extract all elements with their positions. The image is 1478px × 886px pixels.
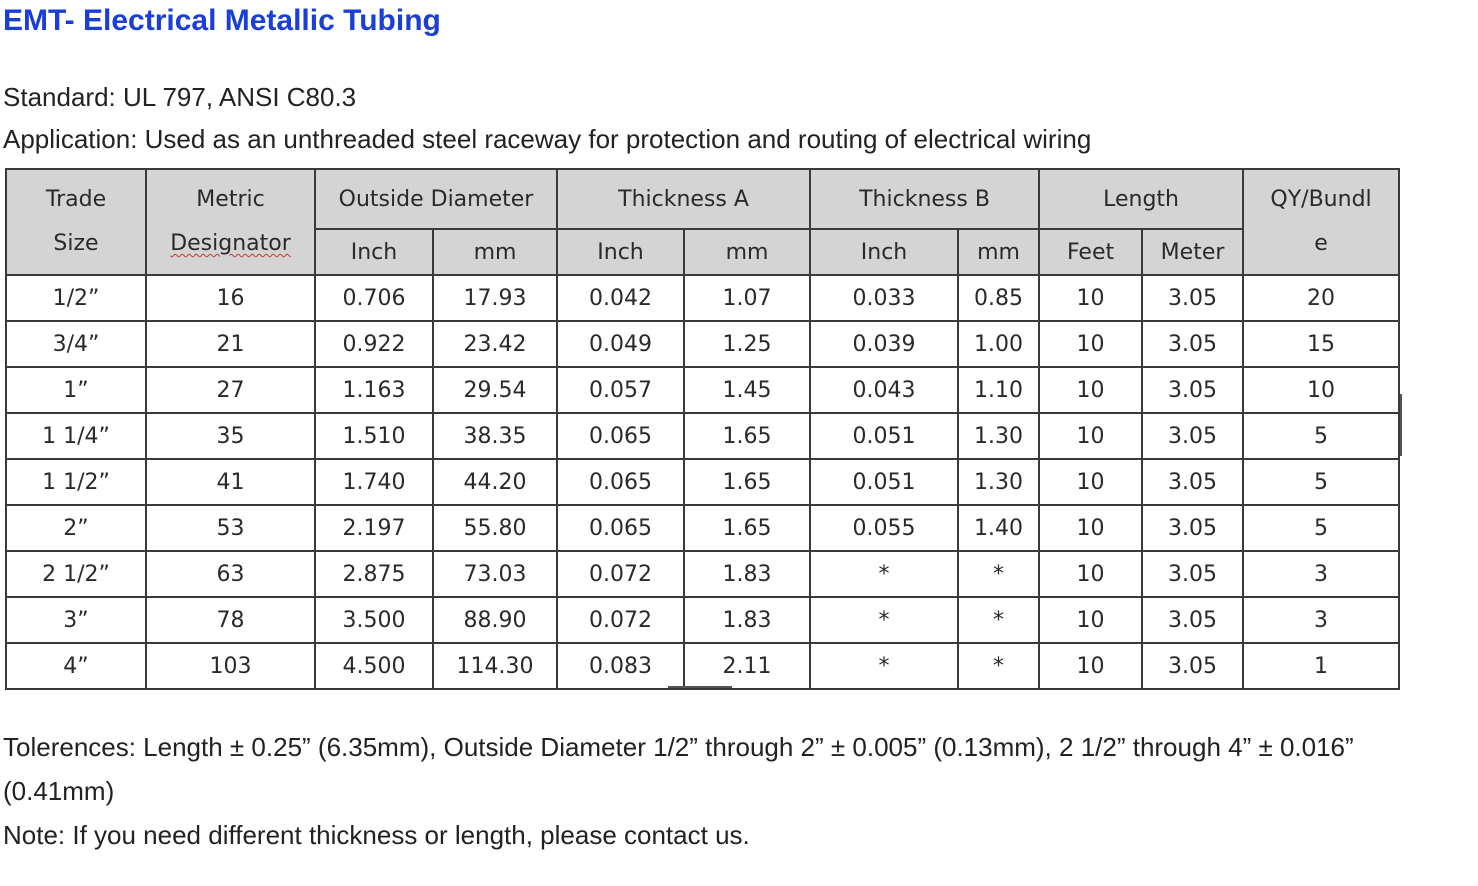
cell-feet: 10 — [1039, 551, 1142, 597]
header-trade-size-line1: Trade — [45, 187, 107, 212]
cell-od-inch: 0.922 — [315, 321, 433, 367]
spec-table-container — [5, 168, 1398, 690]
header-qty-line1: QY/Bundl — [1270, 187, 1372, 212]
cell-meter: 3.05 — [1142, 275, 1243, 321]
table-row — [6, 597, 1399, 643]
cell-trade-size: 4” — [6, 643, 146, 689]
header-qty-bundle — [1243, 169, 1399, 275]
cell-qty: 3 — [1243, 551, 1399, 597]
cell-trade-size: 2 1/2” — [6, 551, 146, 597]
cell-tb-mm: 1.10 — [958, 367, 1039, 413]
cell-od-mm: 55.80 — [433, 505, 557, 551]
cell-qty: 20 — [1243, 275, 1399, 321]
table-row — [6, 459, 1399, 505]
cell-ta-inch: 0.057 — [557, 367, 684, 413]
cell-metric: 27 — [146, 367, 315, 413]
cell-qty: 3 — [1243, 597, 1399, 643]
header-len-meter: Meter — [1142, 229, 1243, 275]
header-od-inch: Inch — [315, 229, 433, 275]
cell-meter: 3.05 — [1142, 321, 1243, 367]
cell-feet: 10 — [1039, 367, 1142, 413]
application-text: Application: Used as an unthreaded steel raceway for protection and routing of electrical wiring — [3, 124, 1092, 154]
table-row — [6, 321, 1399, 367]
cell-tb-mm: * — [958, 551, 1039, 597]
cell-ta-inch: 0.083 — [557, 643, 684, 689]
cell-tb-mm: 0.85 — [958, 275, 1039, 321]
cell-trade-size: 1/2” — [6, 275, 146, 321]
cell-qty: 10 — [1243, 367, 1399, 413]
cell-trade-size: 1” — [6, 367, 146, 413]
header-metric-designator — [146, 169, 315, 275]
cell-trade-size: 3/4” — [6, 321, 146, 367]
cell-qty: 5 — [1243, 505, 1399, 551]
cell-tb-mm: 1.40 — [958, 505, 1039, 551]
cell-tb-inch: 0.051 — [810, 413, 958, 459]
cell-ta-mm: 1.65 — [684, 459, 810, 505]
cell-ta-mm: 1.07 — [684, 275, 810, 321]
tolerances-text-line2: (0.41mm) — [3, 776, 115, 806]
cell-ta-inch: 0.065 — [557, 505, 684, 551]
cell-metric: 21 — [146, 321, 315, 367]
cell-tb-inch: * — [810, 643, 958, 689]
header-len-feet: Feet — [1039, 229, 1142, 275]
header-tb-inch: Inch — [810, 229, 958, 275]
table-row — [6, 367, 1399, 413]
cell-meter: 3.05 — [1142, 597, 1243, 643]
cell-od-inch: 1.740 — [315, 459, 433, 505]
cell-od-inch: 1.510 — [315, 413, 433, 459]
cell-feet: 10 — [1039, 643, 1142, 689]
cell-trade-size: 3” — [6, 597, 146, 643]
cell-od-mm: 88.90 — [433, 597, 557, 643]
emt-spec-table — [5, 168, 1400, 690]
cell-ta-inch: 0.072 — [557, 597, 684, 643]
cell-od-mm: 38.35 — [433, 413, 557, 459]
header-qty-line2: e — [1314, 231, 1328, 256]
table-row — [6, 551, 1399, 597]
cell-tb-mm: * — [958, 643, 1039, 689]
cell-tb-mm: 1.30 — [958, 459, 1039, 505]
cell-ta-mm: 1.45 — [684, 367, 810, 413]
cell-tb-inch: * — [810, 551, 958, 597]
cell-meter: 3.05 — [1142, 367, 1243, 413]
cell-feet: 10 — [1039, 275, 1142, 321]
cell-ta-inch: 0.072 — [557, 551, 684, 597]
header-thickness-a: Thickness A — [557, 169, 810, 229]
cell-qty: 5 — [1243, 459, 1399, 505]
table-edge-artifact-mark — [1400, 394, 1402, 456]
cell-feet: 10 — [1039, 459, 1142, 505]
cell-tb-inch: 0.043 — [810, 367, 958, 413]
table-body — [6, 275, 1399, 689]
table-row — [6, 643, 1399, 689]
cell-feet: 10 — [1039, 413, 1142, 459]
cell-od-mm: 29.54 — [433, 367, 557, 413]
cell-ta-inch: 0.065 — [557, 413, 684, 459]
header-ta-mm: mm — [684, 229, 810, 275]
header-metric-line1: Metric — [196, 187, 265, 212]
cell-meter: 3.05 — [1142, 413, 1243, 459]
cell-meter: 3.05 — [1142, 505, 1243, 551]
cell-ta-inch: 0.065 — [557, 459, 684, 505]
cell-od-inch: 3.500 — [315, 597, 433, 643]
cell-tb-inch: 0.039 — [810, 321, 958, 367]
cell-tb-mm: 1.00 — [958, 321, 1039, 367]
cell-meter: 3.05 — [1142, 551, 1243, 597]
table-row — [6, 505, 1399, 551]
cell-tb-inch: 0.055 — [810, 505, 958, 551]
cell-metric: 16 — [146, 275, 315, 321]
header-trade-size — [6, 169, 146, 275]
table-header — [6, 169, 1399, 275]
header-metric-line2: Designator — [170, 231, 291, 256]
cell-od-inch: 0.706 — [315, 275, 433, 321]
cell-qty: 5 — [1243, 413, 1399, 459]
header-length: Length — [1039, 169, 1243, 229]
cell-trade-size: 2” — [6, 505, 146, 551]
cell-metric: 63 — [146, 551, 315, 597]
cell-qty: 15 — [1243, 321, 1399, 367]
page-title: EMT- Electrical Metallic Tubing — [3, 4, 441, 37]
table-scan-artifact-line — [668, 686, 732, 688]
header-ta-inch: Inch — [557, 229, 684, 275]
cell-ta-mm: 1.83 — [684, 551, 810, 597]
table-row — [6, 275, 1399, 321]
cell-feet: 10 — [1039, 321, 1142, 367]
cell-ta-inch: 0.049 — [557, 321, 684, 367]
cell-metric: 103 — [146, 643, 315, 689]
cell-od-mm: 114.30 — [433, 643, 557, 689]
cell-ta-mm: 1.25 — [684, 321, 810, 367]
cell-metric: 41 — [146, 459, 315, 505]
cell-metric: 78 — [146, 597, 315, 643]
cell-tb-inch: 0.051 — [810, 459, 958, 505]
cell-od-mm: 73.03 — [433, 551, 557, 597]
cell-ta-mm: 2.11 — [684, 643, 810, 689]
header-outside-diameter: Outside Diameter — [315, 169, 557, 229]
cell-tb-mm: 1.30 — [958, 413, 1039, 459]
header-trade-size-line2: Size — [53, 231, 99, 256]
cell-od-mm: 23.42 — [433, 321, 557, 367]
cell-od-mm: 44.20 — [433, 459, 557, 505]
cell-feet: 10 — [1039, 597, 1142, 643]
cell-tb-inch: 0.033 — [810, 275, 958, 321]
cell-metric: 53 — [146, 505, 315, 551]
cell-tb-mm: * — [958, 597, 1039, 643]
cell-ta-mm: 1.83 — [684, 597, 810, 643]
cell-od-inch: 2.197 — [315, 505, 433, 551]
tolerances-text-line1: Tolerences: Length ± 0.25” (6.35mm), Outside Diameter 1/2” through 2” ± 0.005” (0.13mm), 2 1/2” through 4” ± 0.016” — [3, 732, 1354, 762]
cell-qty: 1 — [1243, 643, 1399, 689]
cell-od-inch: 4.500 — [315, 643, 433, 689]
header-od-mm: mm — [433, 229, 557, 275]
header-thickness-b: Thickness B — [810, 169, 1039, 229]
cell-od-inch: 1.163 — [315, 367, 433, 413]
cell-feet: 10 — [1039, 505, 1142, 551]
cell-trade-size: 1 1/2” — [6, 459, 146, 505]
cell-trade-size: 1 1/4” — [6, 413, 146, 459]
header-tb-mm: mm — [958, 229, 1039, 275]
cell-metric: 35 — [146, 413, 315, 459]
standard-text: Standard: UL 797, ANSI C80.3 — [3, 82, 357, 112]
cell-od-mm: 17.93 — [433, 275, 557, 321]
cell-ta-mm: 1.65 — [684, 505, 810, 551]
cell-ta-mm: 1.65 — [684, 413, 810, 459]
cell-meter: 3.05 — [1142, 459, 1243, 505]
cell-ta-inch: 0.042 — [557, 275, 684, 321]
cell-tb-inch: * — [810, 597, 958, 643]
cell-od-inch: 2.875 — [315, 551, 433, 597]
note-text: Note: If you need different thickness or length, please contact us. — [3, 820, 750, 850]
table-row — [6, 413, 1399, 459]
cell-meter: 3.05 — [1142, 643, 1243, 689]
